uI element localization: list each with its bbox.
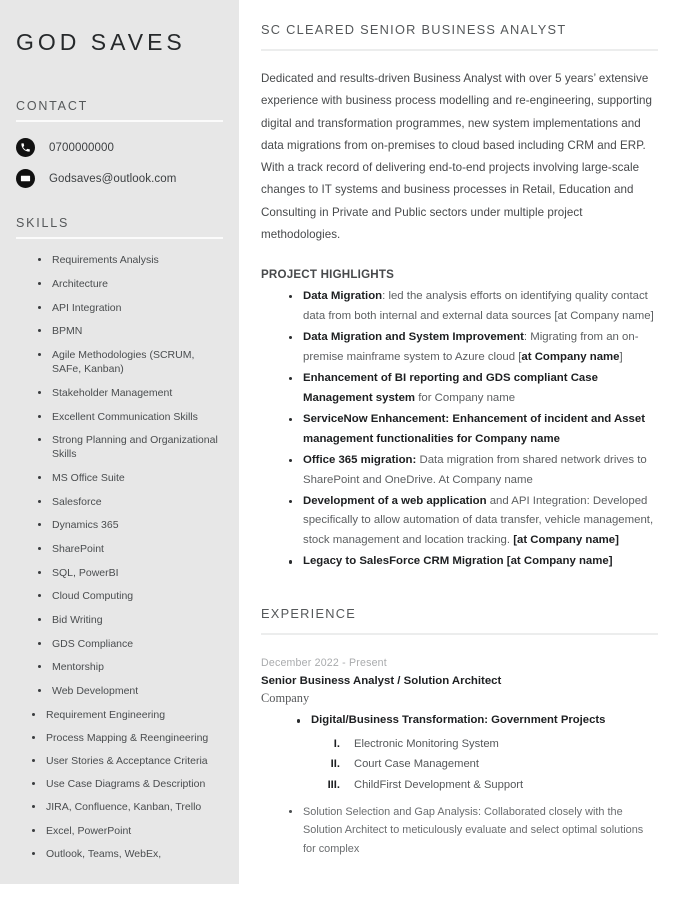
list-item: Requirements Analysis [16,253,223,267]
title-divider [261,49,658,51]
highlight-rest: : led the analysis efforts on identifying quality contact data from both internal and external data sources [at Company name] [303,290,654,322]
highlight-bold: Development of a web application [303,494,487,507]
skills-section [16,216,223,861]
experience-projects-list [261,734,658,796]
list-item: Dynamics 365 [16,518,223,532]
list-item: SharePoint [16,542,223,556]
highlight-bold: Legacy to SalesForce CRM Migration [at Company name] [303,555,613,568]
experience-heading: EXPERIENCE [261,606,356,622]
highlight-bold: Enhancement of BI reporting and GDS compliant Case Management system [303,371,598,404]
list-item: Strong Planning and Organizational Skills [16,433,223,461]
highlight-rest-2: ] [619,350,623,363]
list-item: Agile Methodologies (SCRUM, SAFe, Kanban) [16,348,223,376]
phone-value: 0700000000 [49,141,114,154]
list-item [261,410,658,450]
highlight-bold: Data Migration and System Improvement [303,330,524,343]
list-item [261,775,658,796]
list-item [261,734,658,755]
list-item: Salesforce [16,495,223,509]
contact-section [16,99,223,188]
contact-divider [16,120,223,122]
list-item: User Stories & Acceptance Criteria [16,754,223,768]
project-label: ChildFirst Development & Support [354,778,524,791]
experience-bullet-list [261,711,658,730]
list-item: MS Office Suite [16,471,223,485]
list-item: Use Case Diagrams & Description [16,777,223,791]
contact-heading: CONTACT [16,99,89,114]
list-item: Cloud Computing [16,589,223,603]
highlight-bold: ServiceNow Enhancement: Enhancement of incident and Asset management functionalities for Company name [303,412,646,445]
skills-list [16,253,223,861]
experience-role: Senior Business Analyst / Solution Architect [261,675,502,688]
list-item [261,492,658,552]
list-item: BPMN [16,324,223,338]
phone-icon [16,138,35,157]
list-item [261,287,658,327]
list-item: Outlook, Teams, WebEx, [16,847,223,861]
highlight-rest: and API Integration: Developed specifically to allow automation of data transfer, vehicle management, stock management and location tracking. [303,494,654,547]
experience-section [261,606,658,859]
list-item: GDS Compliance [16,637,223,651]
list-item: Web Development [16,684,223,698]
list-item: JIRA, Confluence, Kanban, Trello [16,800,223,814]
list-item: Mentorship [16,660,223,674]
contact-list [16,138,223,188]
highlight-rest: for Company name [415,391,516,404]
list-item [261,369,658,409]
project-highlights-heading: PROJECT HIGHLIGHTS [261,268,395,281]
experience-date: December 2022 - Present [261,657,387,670]
experience-detail-list [261,803,658,859]
envelope-icon [16,169,35,188]
list-item: Process Mapping & Reengineering [16,731,223,745]
project-highlights-list [261,287,658,572]
highlight-rest: : Migrating from an on-premise mainframe system to Azure cloud [ [303,330,639,363]
roman-numeral: II. [330,758,340,771]
list-item: Excellent Communication Skills [16,410,223,424]
list-item: API Integration [16,301,223,315]
roman-numeral: I. [333,737,340,750]
main-content [239,0,680,897]
experience-company: Company [261,691,310,706]
highlight-bold: Office 365 migration: [303,453,417,466]
email-value: Godsaves@outlook.com [49,172,177,185]
list-item: Requirement Engineering [16,708,223,722]
contact-email-row[interactable] [16,169,223,188]
list-item: Solution Selection and Gap Analysis: Collaborated closely with the Solution Architect to meticulously evaluate and select optimal solutions for complex [261,803,658,859]
page-title: SC CLEARED SENIOR BUSINESS ANALYST [261,22,567,37]
list-item: Bid Writing [16,613,223,627]
list-item [261,754,658,775]
experience-divider [261,633,658,635]
list-item: Stakeholder Management [16,386,223,400]
list-item [261,552,658,572]
highlight-bold-2: at Company name [521,350,620,363]
list-item [261,451,658,491]
profile-summary: Dedicated and results-driven Business Analyst with over 5 years’ extensive experience with business process modelling and re-engineering, supporting digital and transformation programmes, new system implementations and data migrations from on-premises to cloud based including CRM and ERP. With a track record of delivering end-to-end projects involving large-scale changes to IT systems and business processes in Retail, Education and Consulting in Private and Public sectors under multiple project methodologies. [261,72,652,241]
highlight-bold-2: [at Company name] [513,534,619,547]
skills-heading: SKILLS [16,216,70,231]
skills-divider [16,237,223,239]
project-label: Electronic Monitoring System [354,737,499,750]
roman-numeral: III. [327,778,340,791]
list-item: Architecture [16,277,223,291]
list-item: SQL, PowerBI [16,566,223,580]
highlight-bold: Data Migration [303,290,383,302]
list-item [261,328,658,368]
sidebar [0,0,239,884]
project-label: Court Case Management [354,758,479,771]
list-item: Digital/Business Transformation: Government Projects [261,711,658,730]
highlight-rest: Data migration from shared network drives to SharePoint and OneDrive. At Company name [303,453,647,486]
contact-phone-row[interactable] [16,138,223,157]
list-item: Excel, PowerPoint [16,824,223,838]
candidate-name: GOD SAVES [16,29,186,55]
